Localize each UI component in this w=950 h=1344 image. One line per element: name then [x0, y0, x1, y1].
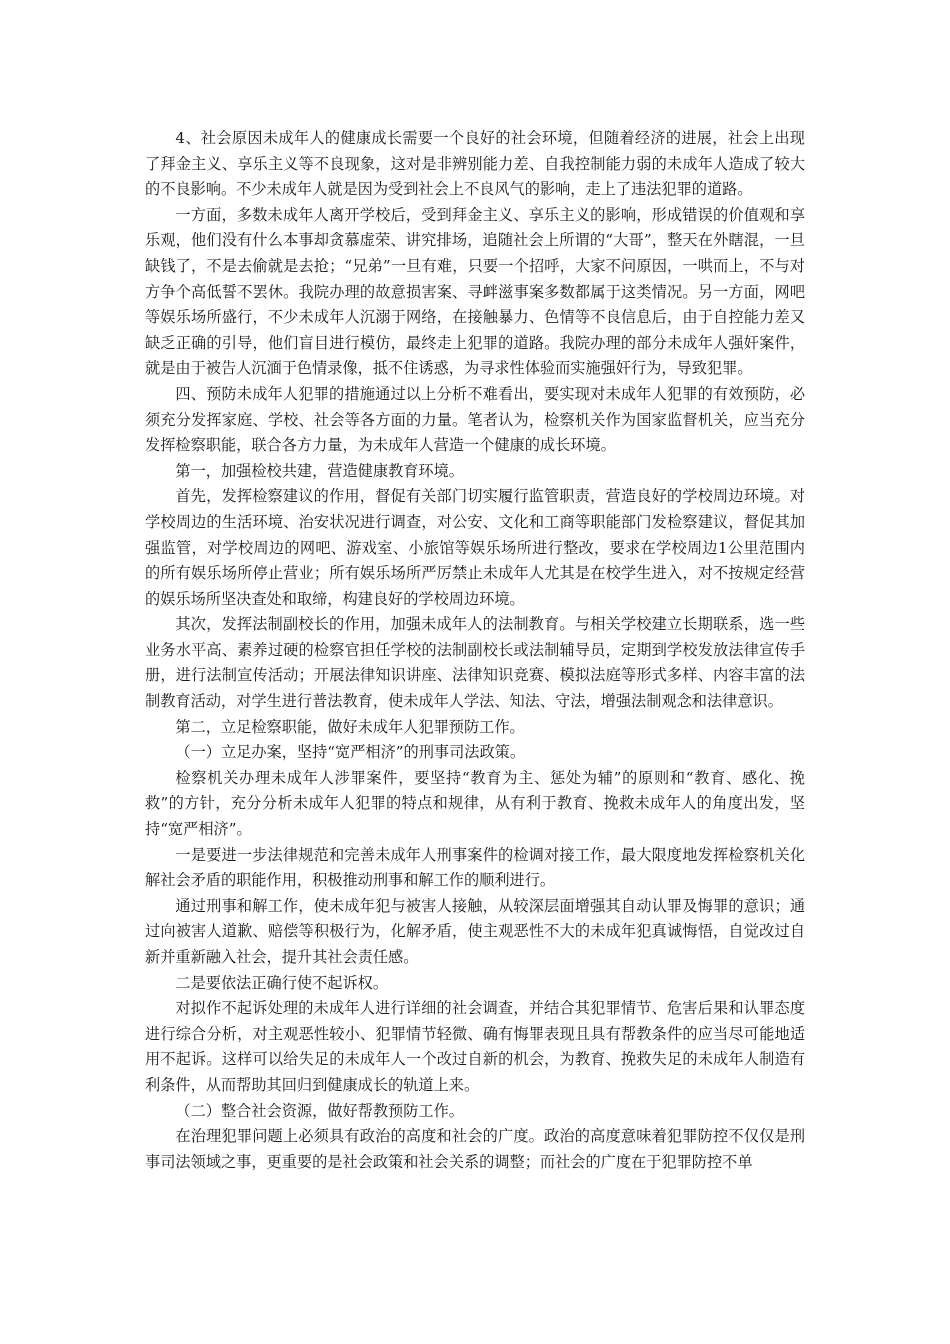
paragraph-point-two: 二是要依法正确行使不起诉权。: [175, 973, 389, 992]
paragraph-second-heading: 第二，立足检察职能，做好未成年人犯罪预防工作。: [175, 717, 525, 736]
paragraph-subheading-two: （二）整合社会资源，做好帮教预防工作。: [175, 1101, 464, 1120]
paragraph-subheading-one: （一）立足办案，坚持“宽严相济”的刑事司法政策。: [175, 743, 526, 762]
paragraph-first-heading: 第一，加强检校共建，营造健康教育环境。: [175, 461, 464, 480]
paragraph-section-four-prevention: 四、预防未成年人犯罪的措施通过以上分析不难看出，要实现对未成年人犯罪的有效预防，必须充分发挥家庭、学校、社会等各方面的力量。笔者认为，检察机关作为国家监督机关，应当充分发挥检察职能，联合各方力量，为未成年人营造一个健康的成长环境。: [145, 384, 805, 455]
document-body: [145, 126, 805, 1175]
paragraph-criminal-reconciliation: 通过刑事和解工作，使未成年犯与被害人接触，从较深层面增强其自动认罪及悔罪的意识；通过向被害人道歉、赔偿等积极行为，化解矛盾，使主观恶性不大的未成年犯真诚悔悟，自觉改过自新并重新融入社会，提升其社会责任感。: [145, 896, 805, 966]
paragraph-firstly: 首先，发挥检察建议的作用，督促有关部门切实履行监管职责，营造良好的学校周边环境。对学校周边的生活环境、治安状况进行调查，对公安、文化和工商等职能部门发检察建议，督促其加强监管，对学校周边的网吧、游戏室、小旅馆等娱乐场所进行整改，要求在学校周边1公里范围内的所有娱乐场所停止营业；所有娱乐场所严厉禁止未成年人尤其是在校学生进入，对不按规定经营的娱乐场所坚决查处和取缔，构建良好的学校周边环境。: [145, 487, 805, 608]
paragraph-non-prosecution: 对拟作不起诉处理的未成年人进行详细的社会调查，并结合其犯罪情节、危害后果和认罪态度进行综合分析，对主观恶性较小、犯罪情节轻微、确有悔罪表现且具有帮教条件的应当尽可能地适用不起诉。这样可以给失足的未成年人一个改过自新的机会，为教育、挽救失足的未成年人制造有利条件，从而帮助其回归到健康成长的轨道上来。: [145, 999, 805, 1094]
paragraph-secondly: 其次，发挥法制副校长的作用，加强未成年人的法制教育。与相关学校建立长期联系，选一些业务水平高、素养过硬的检察官担任学校的法制副校长或法制辅导员，定期到学校发放法律宣传手册，进行法制宣传活动；开展法律知识讲座、法律知识竞赛、模拟法庭等形式多样、内容丰富的法制教育活动，对学生进行普法教育，使未成年人学法、知法、守法，增强法制观念和法律意识。: [145, 615, 805, 711]
paragraph-governance: 在治理犯罪问题上必须具有政治的高度和社会的广度。政治的高度意味着犯罪防控不仅仅是刑事司法领域之事，更重要的是社会政策和社会关系的调整；而社会的广度在于犯罪防控不单: [145, 1127, 805, 1171]
paragraph-on-one-hand: 一方面，多数未成年人离开学校后，受到拜金主义、享乐主义的影响，形成错误的价值观和享乐观，他们没有什么本事却贪慕虚荣、讲究排场，追随社会上所谓的“大哥”，整天在外瞎混，一旦缺钱了，不是去偷就是去抢；“兄弟”一旦有难，只要一个招呼，大家不问原因，一哄而上，不与对方争个高低誓不罢休。我院办理的故意损害案、寻衅滋事案多数都属于这类情况。另一方面，网吧等娱乐场所盛行，不少未成年人沉溺于网络，在接触暴力、色情等不良信息后，由于自控能力差又缺乏正确的引导，他们盲目进行模仿，最终走上犯罪的道路。我院办理的部分未成年人强奸案件，就是由于被告人沉湎于色情录像，抵不住诱惑，为寻求性体验而实施强奸行为，导致犯罪。: [145, 205, 805, 378]
paragraph-procuratorate-cases: 检察机关办理未成年人涉罪案件，要坚持“教育为主、惩处为辅”的原则和“教育、感化、挽救”的方针，充分分析未成年人犯罪的特点和规律，从有利于教育、挽救未成年人的角度出发，坚持“宽严相济”。: [145, 768, 805, 839]
paragraph-point-one: 一是要进一步法律规范和完善未成年人刑事案件的检调对接工作，最大限度地发挥检察机关化解社会矛盾的职能作用，积极推动刑事和解工作的顺利进行。: [145, 845, 805, 890]
paragraph-social-causes: 4、社会原因未成年人的健康成长需要一个良好的社会环境，但随着经济的进展，社会上出现了拜金主义、享乐主义等不良现象，这对是非辨别能力差、自我控制能力弱的未成年人造成了较大的不良影响。不少未成年人就是因为受到社会上不良风气的影响，走上了违法犯罪的道路。: [145, 129, 805, 199]
